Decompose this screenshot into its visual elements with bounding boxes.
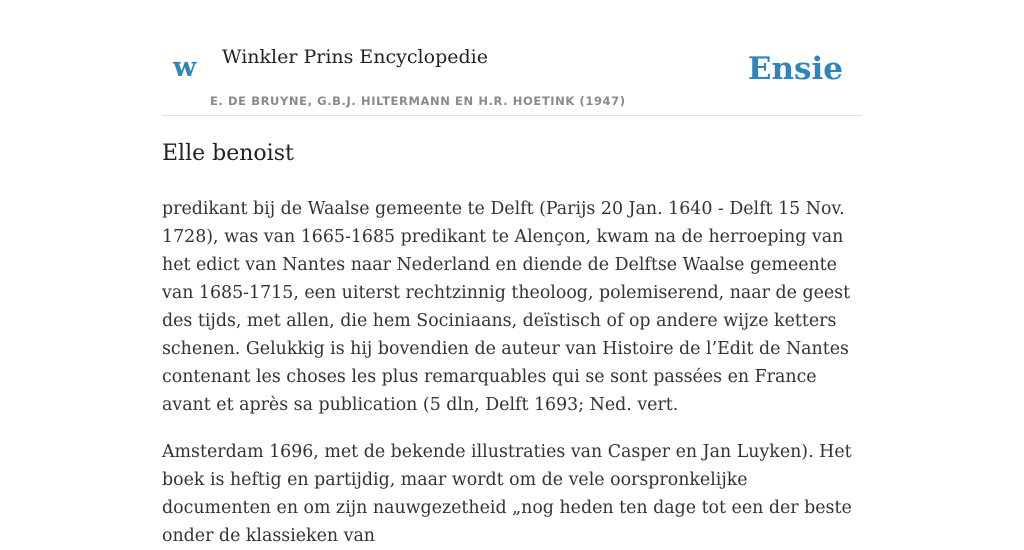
publication-title[interactable]: Winkler Prins Encyclopedie — [222, 46, 488, 68]
article-paragraph: Amsterdam 1696, met de bekende illustraties van Casper en Jan Luyken). Het boek is heftig en partijdig, maar wordt om de vele oorspronkelijke documenten en om zijn nauwgezetheid „nog heden ten dage tot een der beste onder de klassieken van — [162, 442, 852, 546]
publication-logo-icon[interactable]: w — [173, 52, 197, 83]
article-paragraph: predikant bij de Waalse gemeente te Delft (Parijs 20 Jan. 1640 - Delft 15 Nov. 1728), was van 1665-1685 predikant te Alençon, kwam na de herroeping van het edict van Nantes naar Nederland en diende de Delftse Waalse gemeente van 1685-1715, een uiterst rechtzinnig theoloog, polemiserend, naar de geest des tijds, met allen, die hem Sociniaans, deïstisch of op andere wijze ketters schenen. Gelukkig is hij bovendien de auteur van Histoire de l’Edit de Nantes contenant les choses les plus remarquables qui se sont passées en France avant et après sa publication (5 dln, Delft 1693; Ned. vert. — [162, 199, 851, 415]
site-header — [162, 40, 862, 116]
ensie-logo[interactable]: Ensie — [747, 51, 843, 87]
publication-authors: E. DE BRUYNE, G.B.J. HILTERMANN EN H.R. HOETINK (1947) — [210, 94, 626, 108]
article-title: Elle benoist — [162, 141, 294, 166]
article — [162, 136, 862, 550]
